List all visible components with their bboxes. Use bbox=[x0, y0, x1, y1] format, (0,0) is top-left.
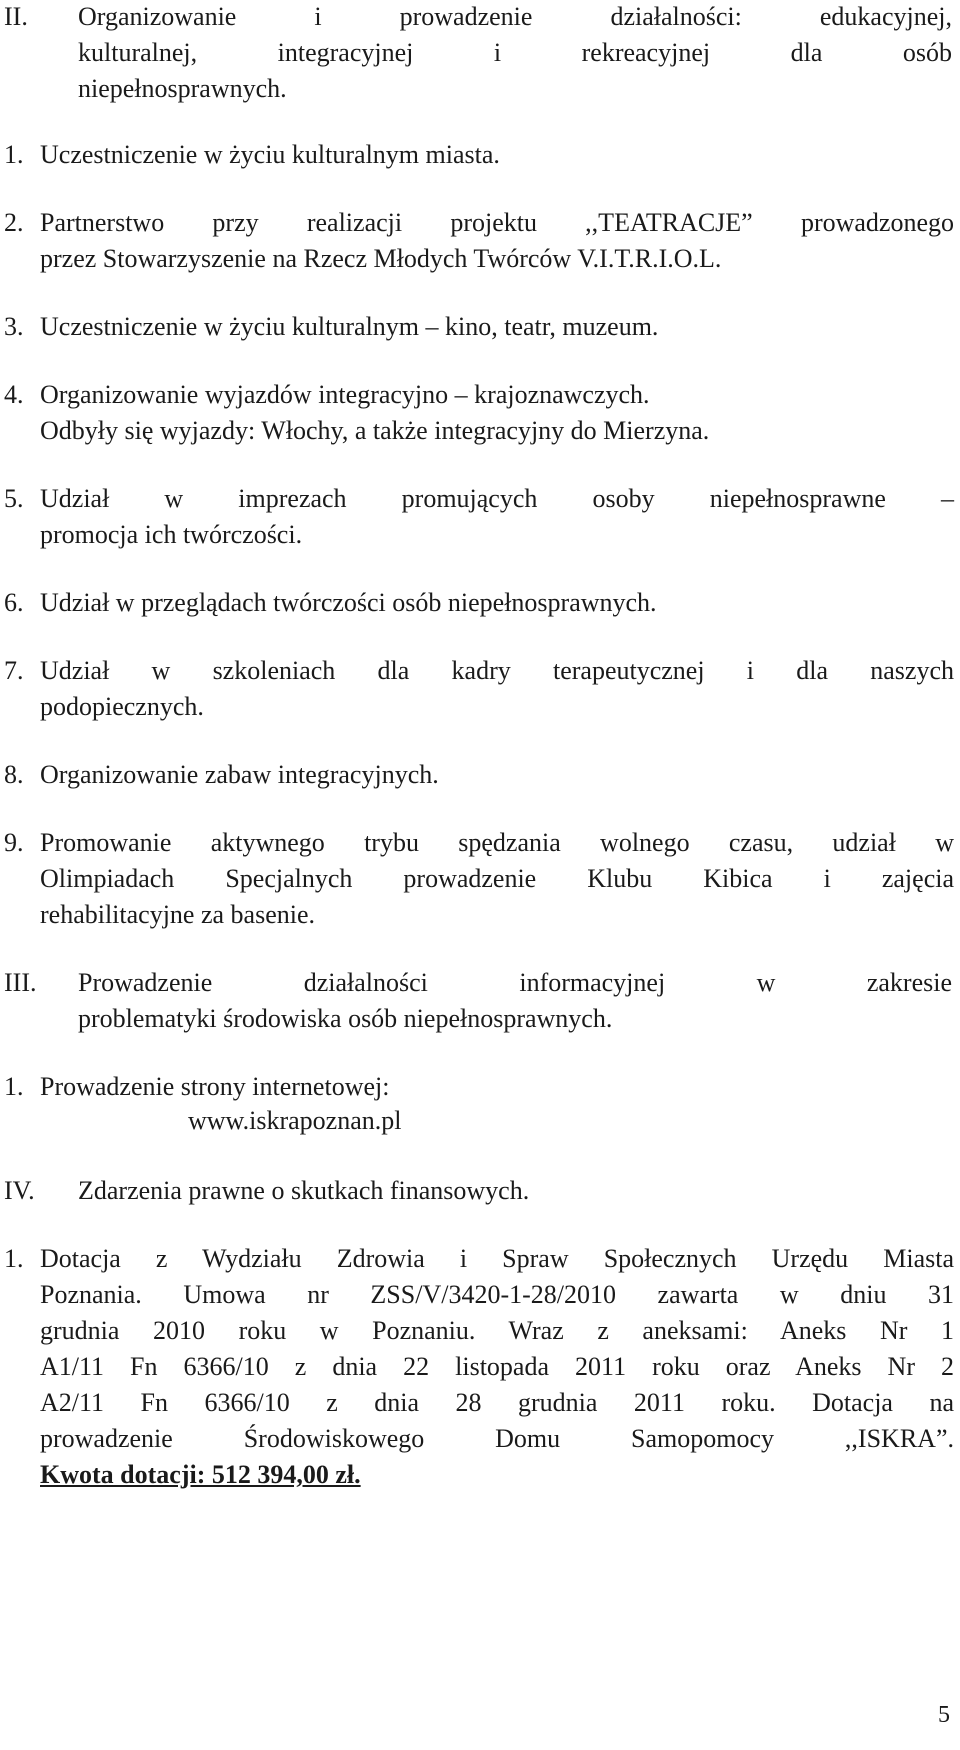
paragraph-line: prowadzenie Środowiskowego Domu Samopomocy ,,ISKRA”. bbox=[40, 1424, 954, 1453]
item-number: 4. bbox=[4, 380, 24, 409]
list-item: Udział w szkoleniach dla kadry terapeutycznej i dla naszych bbox=[40, 656, 954, 685]
list-item: Uczestniczenie w życiu kulturalnym – kino, teatr, muzeum. bbox=[40, 312, 659, 341]
list-item: Uczestniczenie w życiu kulturalnym miasta. bbox=[40, 140, 500, 169]
list-item: Partnerstwo przy realizacji projektu ,,TEATRACJE” prowadzonego bbox=[40, 208, 954, 237]
list-item: Olimpiadach Specjalnych prowadzenie Klubu Kibica i zajęcia bbox=[40, 864, 954, 893]
section-ii-heading-line2: kulturalnej, integracyjnej i rekreacyjnej dla osób bbox=[78, 38, 952, 67]
item-number: 9. bbox=[4, 828, 24, 857]
list-item: Odbyły się wyjazdy: Włochy, a także integracyjny do Mierzyna. bbox=[40, 416, 710, 445]
section-iii-heading-line2: problematyki środowiska osób niepełnosprawnych. bbox=[78, 1004, 613, 1033]
item-number: 1. bbox=[4, 1244, 24, 1273]
section-iii-numeral: III. bbox=[4, 968, 37, 997]
item-number: 1. bbox=[4, 1072, 24, 1101]
item-number: 2. bbox=[4, 208, 24, 237]
item-number: 1. bbox=[4, 140, 24, 169]
section-ii-heading-line1: Organizowanie i prowadzenie działalności: edukacyjnej, bbox=[78, 2, 952, 31]
list-item: rehabilitacyjne za basenie. bbox=[40, 900, 316, 929]
item-number: 8. bbox=[4, 760, 24, 789]
page-number: 5 bbox=[938, 1702, 950, 1728]
paragraph-line: A2/11 Fn 6366/10 z dnia 28 grudnia 2011 roku. Dotacja na bbox=[40, 1388, 954, 1417]
section-ii-numeral: II. bbox=[4, 2, 28, 31]
section-iv-numeral: IV. bbox=[4, 1176, 35, 1205]
list-item: Organizowanie wyjazdów integracyjno – krajoznawczych. bbox=[40, 380, 650, 409]
list-item: przez Stowarzyszenie na Rzecz Młodych Twórców V.I.T.R.I.O.L. bbox=[40, 244, 722, 273]
grant-amount: Kwota dotacji: 512 394,00 zł. bbox=[40, 1460, 361, 1489]
list-item: Prowadzenie strony internetowej: bbox=[40, 1072, 390, 1101]
item-number: 5. bbox=[4, 484, 24, 513]
list-item: Promowanie aktywnego trybu spędzania wolnego czasu, udział w bbox=[40, 828, 954, 857]
section-ii-heading-line3: niepełnosprawnych. bbox=[78, 74, 287, 103]
list-item: Organizowanie zabaw integracyjnych. bbox=[40, 760, 439, 789]
section-iv-heading: Zdarzenia prawne o skutkach finansowych. bbox=[78, 1176, 530, 1205]
paragraph-line: grudnia 2010 roku w Poznaniu. Wraz z aneksami: Aneks Nr 1 bbox=[40, 1316, 954, 1345]
list-item: promocja ich twórczości. bbox=[40, 520, 303, 549]
website-url[interactable]: www.iskrapoznan.pl bbox=[188, 1106, 402, 1135]
list-item: Udział w imprezach promujących osoby niepełnosprawne – bbox=[40, 484, 954, 513]
paragraph-line: Dotacja z Wydziału Zdrowia i Spraw Społecznych Urzędu Miasta bbox=[40, 1244, 954, 1273]
list-item: Udział w przeglądach twórczości osób niepełnosprawnych. bbox=[40, 588, 657, 617]
paragraph-line: A1/11 Fn 6366/10 z dnia 22 listopada 2011 roku oraz Aneks Nr 2 bbox=[40, 1352, 954, 1381]
item-number: 3. bbox=[4, 312, 24, 341]
section-iii-heading-line1: Prowadzenie działalności informacyjnej w zakresie bbox=[78, 968, 952, 997]
list-item: podopiecznych. bbox=[40, 692, 204, 721]
item-number: 7. bbox=[4, 656, 24, 685]
paragraph-line: Poznania. Umowa nr ZSS/V/3420-1-28/2010 zawarta w dniu 31 bbox=[40, 1280, 954, 1309]
item-number: 6. bbox=[4, 588, 24, 617]
